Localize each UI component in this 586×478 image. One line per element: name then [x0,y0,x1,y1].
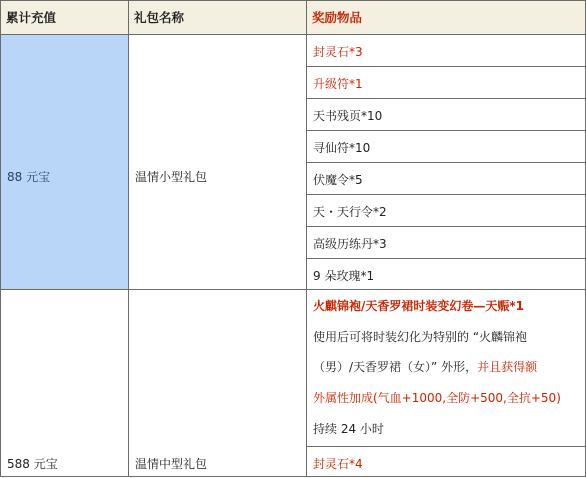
row2-amount: 588 元宝 [7,457,58,471]
header-reward-items [306,0,586,35]
row2-package-name: 温情中型礼包 [135,457,208,471]
item-label: 升级符*1 [313,77,363,91]
list-item[interactable] [307,98,585,130]
item-title: 火麒锦袍/天香罗裙时装变幻卷—天赈*1 [313,299,525,313]
list-item[interactable] [307,258,585,290]
row1-package-name: 温情小型礼包 [135,170,208,184]
row2-items-cell [306,289,586,477]
row1-items-cell [306,34,586,290]
row1-amount: 88 元宝 [7,170,51,184]
list-item[interactable] [307,130,585,162]
row1-package-cell[interactable] [128,34,307,290]
item-desc-line2 [313,358,537,375]
item-desc-line1: 使用后可将时装幻化为特别的 “火麟锦袍 [313,330,528,344]
header-package-name [128,0,307,35]
list-item[interactable] [307,34,585,66]
list-item[interactable] [307,194,585,226]
row2-package-cell[interactable] [128,289,307,477]
row2-amount-cell[interactable] [0,289,129,477]
header-reward-items-label: 奖励物品 [312,10,363,25]
list-item[interactable] [307,162,585,194]
header-cumulative-recharge [0,0,129,35]
item-label: 封灵石*3 [313,45,363,59]
item-label: 封灵石*4 [313,457,363,471]
row1-amount-cell[interactable] [0,34,129,290]
item-desc-line2b: 并且获得额 [477,360,538,374]
header-cumulative-recharge-label: 累计充值 [6,10,57,25]
item-label: 伏魔令*5 [313,173,363,187]
item-desc-line2a: （男）/天香罗裙（女）” 外形， [313,360,478,374]
item-desc-line4: 持续 24 小时 [313,422,384,436]
item-detail[interactable] [307,290,585,444]
list-item[interactable] [307,66,585,98]
header-package-name-label: 礼包名称 [134,10,185,25]
list-item[interactable] [307,446,585,478]
item-label: 9 朵玫瑰*1 [313,269,375,283]
item-label: 天・天行令*2 [313,205,387,219]
item-label: 高级历练丹*3 [313,237,387,251]
item-desc-line3: 外属性加成(气血+1000,全防+500,全抗+50) [313,391,561,405]
item-label: 寻仙符*10 [313,141,371,155]
list-item[interactable] [307,226,585,258]
item-label: 天书残页*10 [313,109,383,123]
